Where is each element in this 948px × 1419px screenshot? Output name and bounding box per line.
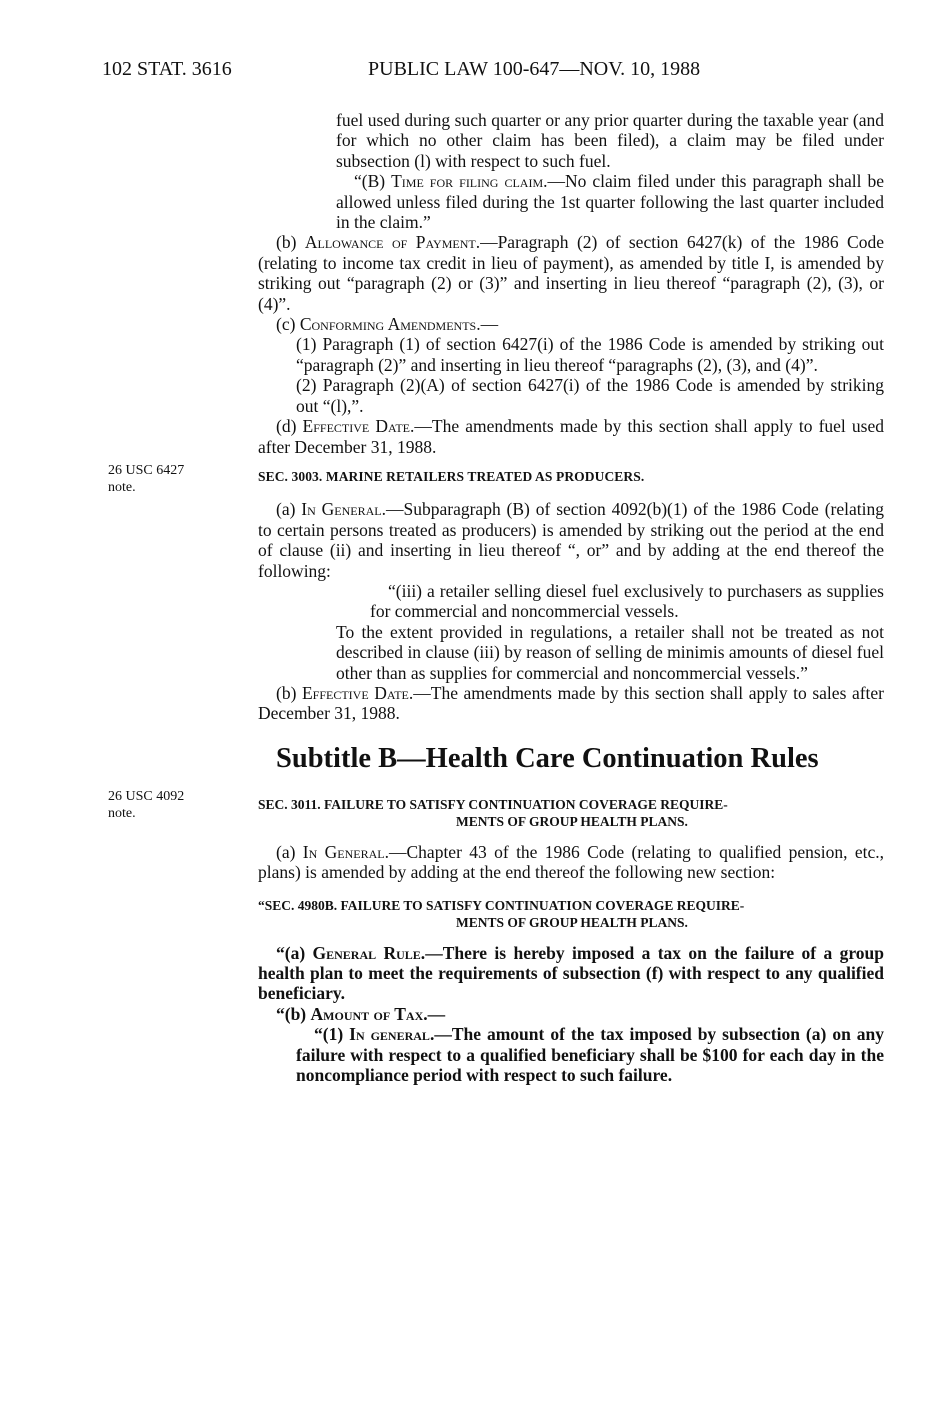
heading-in-general: In general. (349, 1024, 435, 1045)
paragraph-fuel-claim: fuel used during such quarter or any prior quarter during the taxable year (and for which no other claim has been filed), a claim may be filed under subsection (l) with respect to such fuel. (336, 110, 884, 171)
section-4980b-heading: “SEC. 4980B. FAILURE TO SATISFY CONTINUATION COVERAGE REQUIRE- MENTS OF GROUP HEALTH PLANS. (258, 897, 745, 930)
section-3011-heading: SEC. 3011. FAILURE TO SATISFY CONTINUATION COVERAGE REQUIRE- MENTS OF GROUP HEALTH PLANS. (258, 796, 728, 829)
paragraph-amount-of-tax: “(b) Amount of Tax.— (276, 1003, 446, 1024)
paragraph-in-general-3003: (a) In General.—Subparagraph (B) of section 4092(b)(1) of the 1986 Code (relating to certain persons treated as producers) is amended by striking out the period at the end of clause (ii) and inserting in lieu thereof “, or” and by adding at the end thereof the following: (258, 499, 884, 581)
paragraph-time-for-filing: “(B) Time for filing claim.—No claim filed under this paragraph shall be allowed unless filed during the 1st quarter following the last quarter included in the claim.” (336, 171, 884, 233)
conforming-amendments-list (258, 334, 884, 416)
section-3003-heading: SEC. 3003. MARINE RETAILERS TREATED AS PRODUCERS. (258, 468, 645, 484)
margin-note-label: note. (108, 480, 136, 495)
paragraph-general-rule: “(a) General Rule.—There is hereby imposed a tax on the failure of a group health plan to meet the requirements of subsection (f) with respect to any qualified beneficiary. (258, 942, 884, 1004)
amount-of-tax-block (258, 1024, 884, 1085)
paragraph-in-general-tax: “(1) In general.—The amount of the tax imposed by subsection (a) on any failure with respect to a qualified beneficiary shall be $100 for each day in the noncompliance period with respect to such failure. (296, 1024, 885, 1086)
quoted-provision (258, 110, 884, 232)
margin-note-citation: 26 USC 6427 (108, 463, 185, 478)
heading-amount-of-tax: Amount of Tax. (310, 1003, 428, 1024)
margin-note-6427 (108, 462, 184, 496)
margin-note-citation: 26 USC 4092 (108, 789, 185, 804)
clause-iii: “(iii) a retailer selling diesel fuel exclusively to purchasers as supplies for commercial and noncommercial vessels. (370, 580, 884, 622)
clause-iii-block (258, 581, 884, 622)
paragraph-effective-date-b: (b) Effective Date.—The amendments made by this section shall apply to sales after December 31, 1988. (258, 682, 885, 724)
public-law-heading: PUBLIC LAW 100-647—NOV. 10, 1988 (368, 58, 701, 80)
heading-allowance-of-payment: Allowance of Payment. (304, 232, 481, 253)
heading-time-for-filing: Time for filing claim. (391, 171, 548, 192)
paragraph-conforming-amendments: (c) Conforming Amendments.— (276, 314, 499, 335)
amendment-item-1: (1) Paragraph (1) of section 6427(i) of the 1986 Code is amended by striking out “paragraph (2)” and inserting in lieu thereof “paragraphs (2), (3), and (4)”. (296, 334, 884, 375)
heading-effective-date: Effective Date. (301, 682, 414, 703)
main-text-column (258, 110, 884, 1085)
subtitle-heading: Subtitle B—Health Care Continuation Rules (276, 742, 819, 774)
heading-conforming-amendments: Conforming Amendments. (299, 314, 481, 335)
paragraph-regulations: To the extent provided in regulations, a retailer shall not be treated as not described in clause (iii) by reason of selling de minimis amounts of diesel fuel other than as supplies for commercial and noncommercial vessels.” (336, 621, 884, 683)
heading-general-rule: General Rule. (312, 942, 426, 963)
paragraph-allowance-of-payment: (b) Allowance of Payment.—Paragraph (2) of section 6427(k) of the 1986 Code (relating to income tax credit in lieu of payment), as amended by title I, is amended by striking out “paragraph (2) or (3)” and inserting in lieu thereof “paragraph (2), (3), or (4)”. (258, 232, 884, 314)
statute-page-ref: 102 STAT. 3616 (102, 58, 232, 80)
amendment-item-2: (2) Paragraph (2)(A) of section 6427(i) of the 1986 Code is amended by striking out “(l),”. (296, 375, 884, 416)
margin-note-4092 (108, 788, 184, 822)
heading-in-general: In General. (301, 499, 386, 520)
heading-in-general: In General. (302, 841, 389, 862)
paragraph-in-general-3011: (a) In General.—Chapter 43 of the 1986 Code (relating to qualified pension, etc., plans) is amended by adding at the end thereof the following new section: (258, 841, 884, 883)
regulations-block (258, 622, 884, 683)
running-header (0, 58, 948, 88)
paragraph-effective-date-d: (d) Effective Date.—The amendments made by this section shall apply to fuel used after December 31, 1988. (258, 416, 885, 457)
heading-effective-date: Effective Date. (302, 416, 415, 437)
margin-note-label: note. (108, 806, 136, 821)
